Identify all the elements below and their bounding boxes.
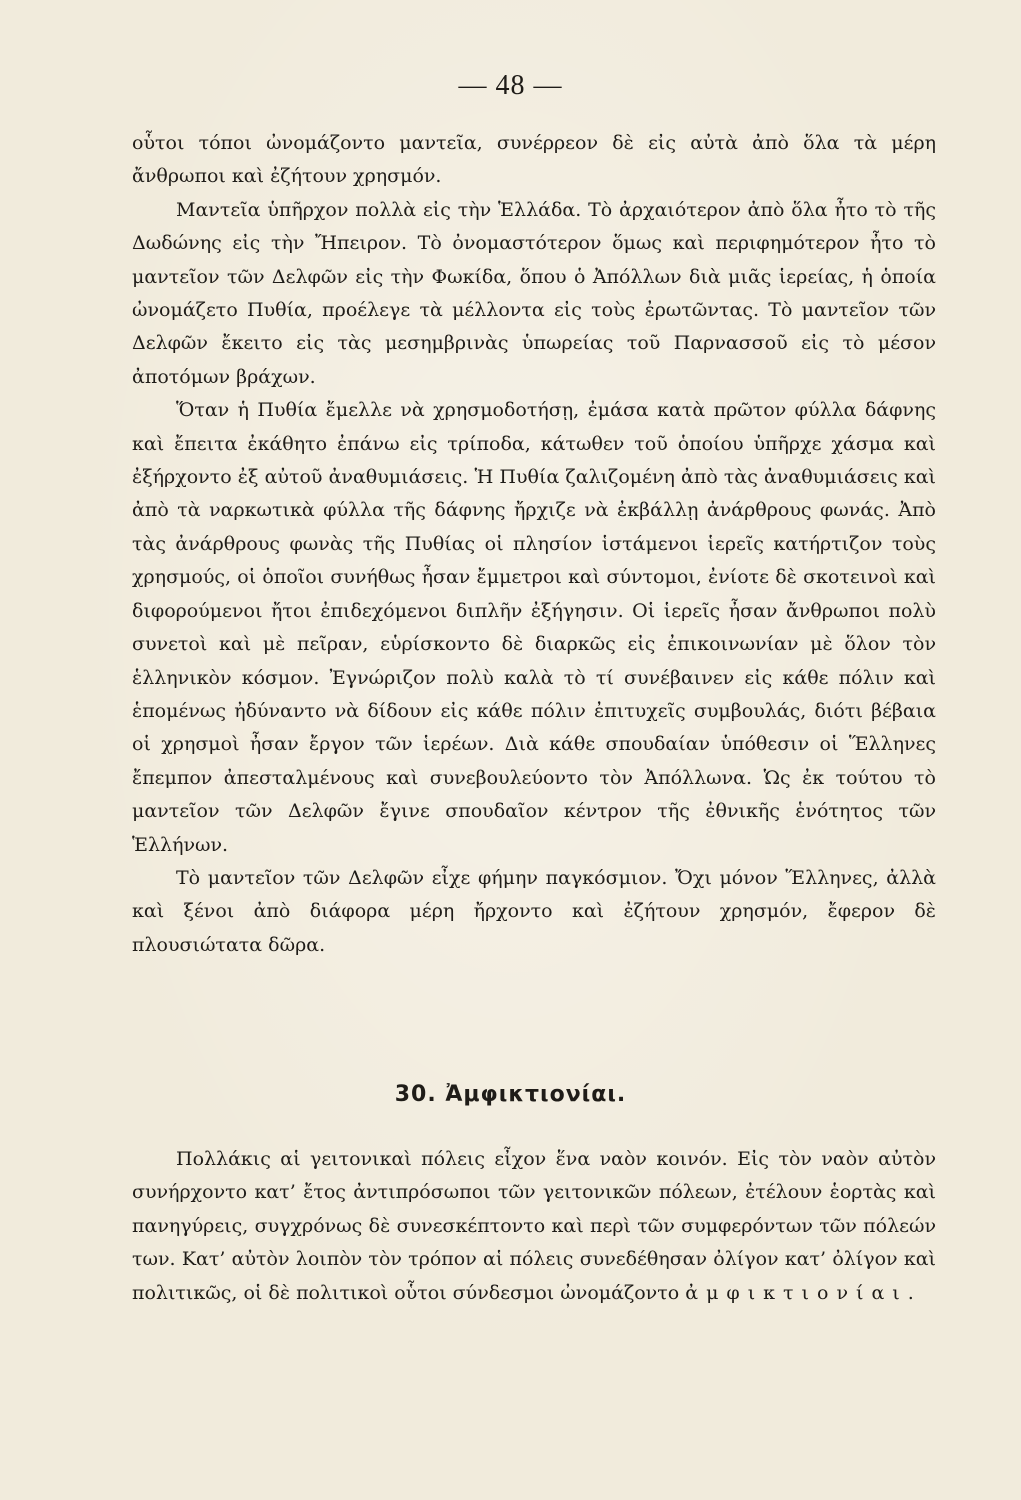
body-text-section-2 (132, 1143, 936, 1310)
paragraph-oracles: Μαντεῖα ὑπῆρχον πολλὰ εἰς τὴν Ἑλλάδα. Τὸ ἀρχαιότερον ἀπὸ ὅλα ἦτο τὸ τῆς Δωδώνης εἰς τὴν Ἤπειρον. Τὸ ὀνομαστότερον ὅμως καὶ περιφημότερον ἦτο τὸ μαντεῖον τῶν Δελφῶν εἰς τὴν Φωκίδα, ὅπου ὁ Ἀπόλλων διὰ μιᾶς ἱερείας, ἡ ὁποία ὠνομάζετο Πυθία, προέλεγε τὰ μέλλοντα εἰς τοὺς ἐρωτῶντας. Τὸ μαντεῖον τῶν Δελφῶν ἔκειτο εἰς τὰς μεσημβρινὰς ὑπωρείας τοῦ Παρνασσοῦ εἰς τὸ μέσον ἀποτόμων βράχων. (132, 198, 936, 388)
paragraph-amphictyonies-text: Πολλάκις αἱ γειτονικαὶ πόλεις εἶχον ἕνα ναὸν κοινόν. Εἰς τὸν ναὸν αὐτὸν συνήρχοντο κατ’ ἔτος ἀντιπρόσωποι τῶν γειτονικῶν πόλεων, ἐτέλουν ἑορτὰς καὶ πανηγύρεις, συγχρόνως δὲ συνεσκέπτοντο καὶ περὶ τῶν συμφερόντων τῶν πόλεών των. Κατ’ αὐτὸν λοιπὸν τὸν τρόπον αἱ πόλεις συνεδέθησαν ὀλίγον κατ’ ὀλίγον καὶ πολιτικῶς, οἱ δὲ πολιτικοὶ οὗτοι σύνδεσμοι ὠνομάζοντο (132, 1148, 936, 1304)
paragraph-fame: Τὸ μαντεῖον τῶν Δελφῶν εἶχε φήμην παγκόσμιον. Ὄχι μόνον Ἕλληνες, ἀλλὰ καὶ ξένοι ἀπὸ διάφορα μέρη ἤρχοντο καὶ ἐζήτουν χρησμόν, ἔφερον δὲ πλουσιώτατα δῶρα. (132, 866, 936, 956)
paragraph-amphictyonies (132, 1143, 936, 1310)
paragraph-continuation: οὗτοι τόποι ὠνομάζοντο μαντεῖα, συνέρρεον δὲ εἰς αὐτὰ ἀπὸ ὅλα τὰ μέρη ἄνθρωποι καὶ ἐζήτουν χρησμόν. (132, 132, 936, 188)
page-number: — 48 — (458, 70, 563, 101)
spaced-term: ἀμφικτιονίαι. (685, 1281, 922, 1304)
body-text-section-1 (132, 127, 936, 962)
section-heading: 30. Ἀμφικτιονίαι. (394, 1082, 627, 1107)
paragraph-pythia: Ὅταν ἡ Πυθία ἔμελλε νὰ χρησμοδοτήσῃ, ἐμάσα κατὰ πρῶτον φύλλα δάφνης καὶ ἔπειτα ἐκάθητο ἐπάνω εἰς τρίποδα, κάτωθεν τοῦ ὁποίου ὑπῆρχε χάσμα καὶ ἐξήρχοντο ἐξ αὐτοῦ ἀναθυμιάσεις. Ἡ Πυθία ζαλιζομένη ἀπὸ τὰς ἀναθυμιάσεις καὶ ἀπὸ τὰ ναρκωτικὰ φύλλα τῆς δάφνης ἤρχιζε νὰ ἐκβάλλῃ ἀνάρθρους φωνάς. Ἀπὸ τὰς ἀνάρθρους φωνὰς τῆς Πυθίας οἱ πλησίον ἱστάμενοι ἱερεῖς κατήρτιζον τοὺς χρησμούς, οἱ ὁποῖοι συνήθως ἦσαν ἔμμετροι καὶ σύντομοι, ἐνίοτε δὲ σκοτεινοὶ καὶ διφορούμενοι ἤτοι ἐπιδεχόμενοι διπλῆν ἐξήγησιν. Οἱ ἱερεῖς ἦσαν ἄνθρωποι πολὺ συνετοὶ καὶ μὲ πεῖραν, εὑρίσκοντο δὲ διαρκῶς εἰς ἐπικοινωνίαν μὲ ὅλον τὸν ἑλληνικὸν κόσμον. Ἐγνώριζον πολὺ καλὰ τὸ τί συνέβαινεν εἰς κάθε πόλιν καὶ ἑπομένως ἠδύναντο νὰ δίδουν εἰς κάθε πόλιν ἐπιτυχεῖς συμβουλάς, διότι βέβαια οἱ χρησμοὶ ἦσαν ἔργον τῶν ἱερέων. Διὰ κάθε σπουδαίαν ὑπόθεσιν οἱ Ἕλληνες ἔπεμπον ἀπεσταλμένους καὶ συνεβουλεύοντο τὸν Ἀπόλλωνα. Ὡς ἐκ τούτου τὸ μαντεῖον τῶν Δελφῶν ἔγινε σπουδαῖον κέντρον τῆς ἐθνικῆς ἑνότητος τῶν Ἑλλήνων. (132, 399, 936, 856)
